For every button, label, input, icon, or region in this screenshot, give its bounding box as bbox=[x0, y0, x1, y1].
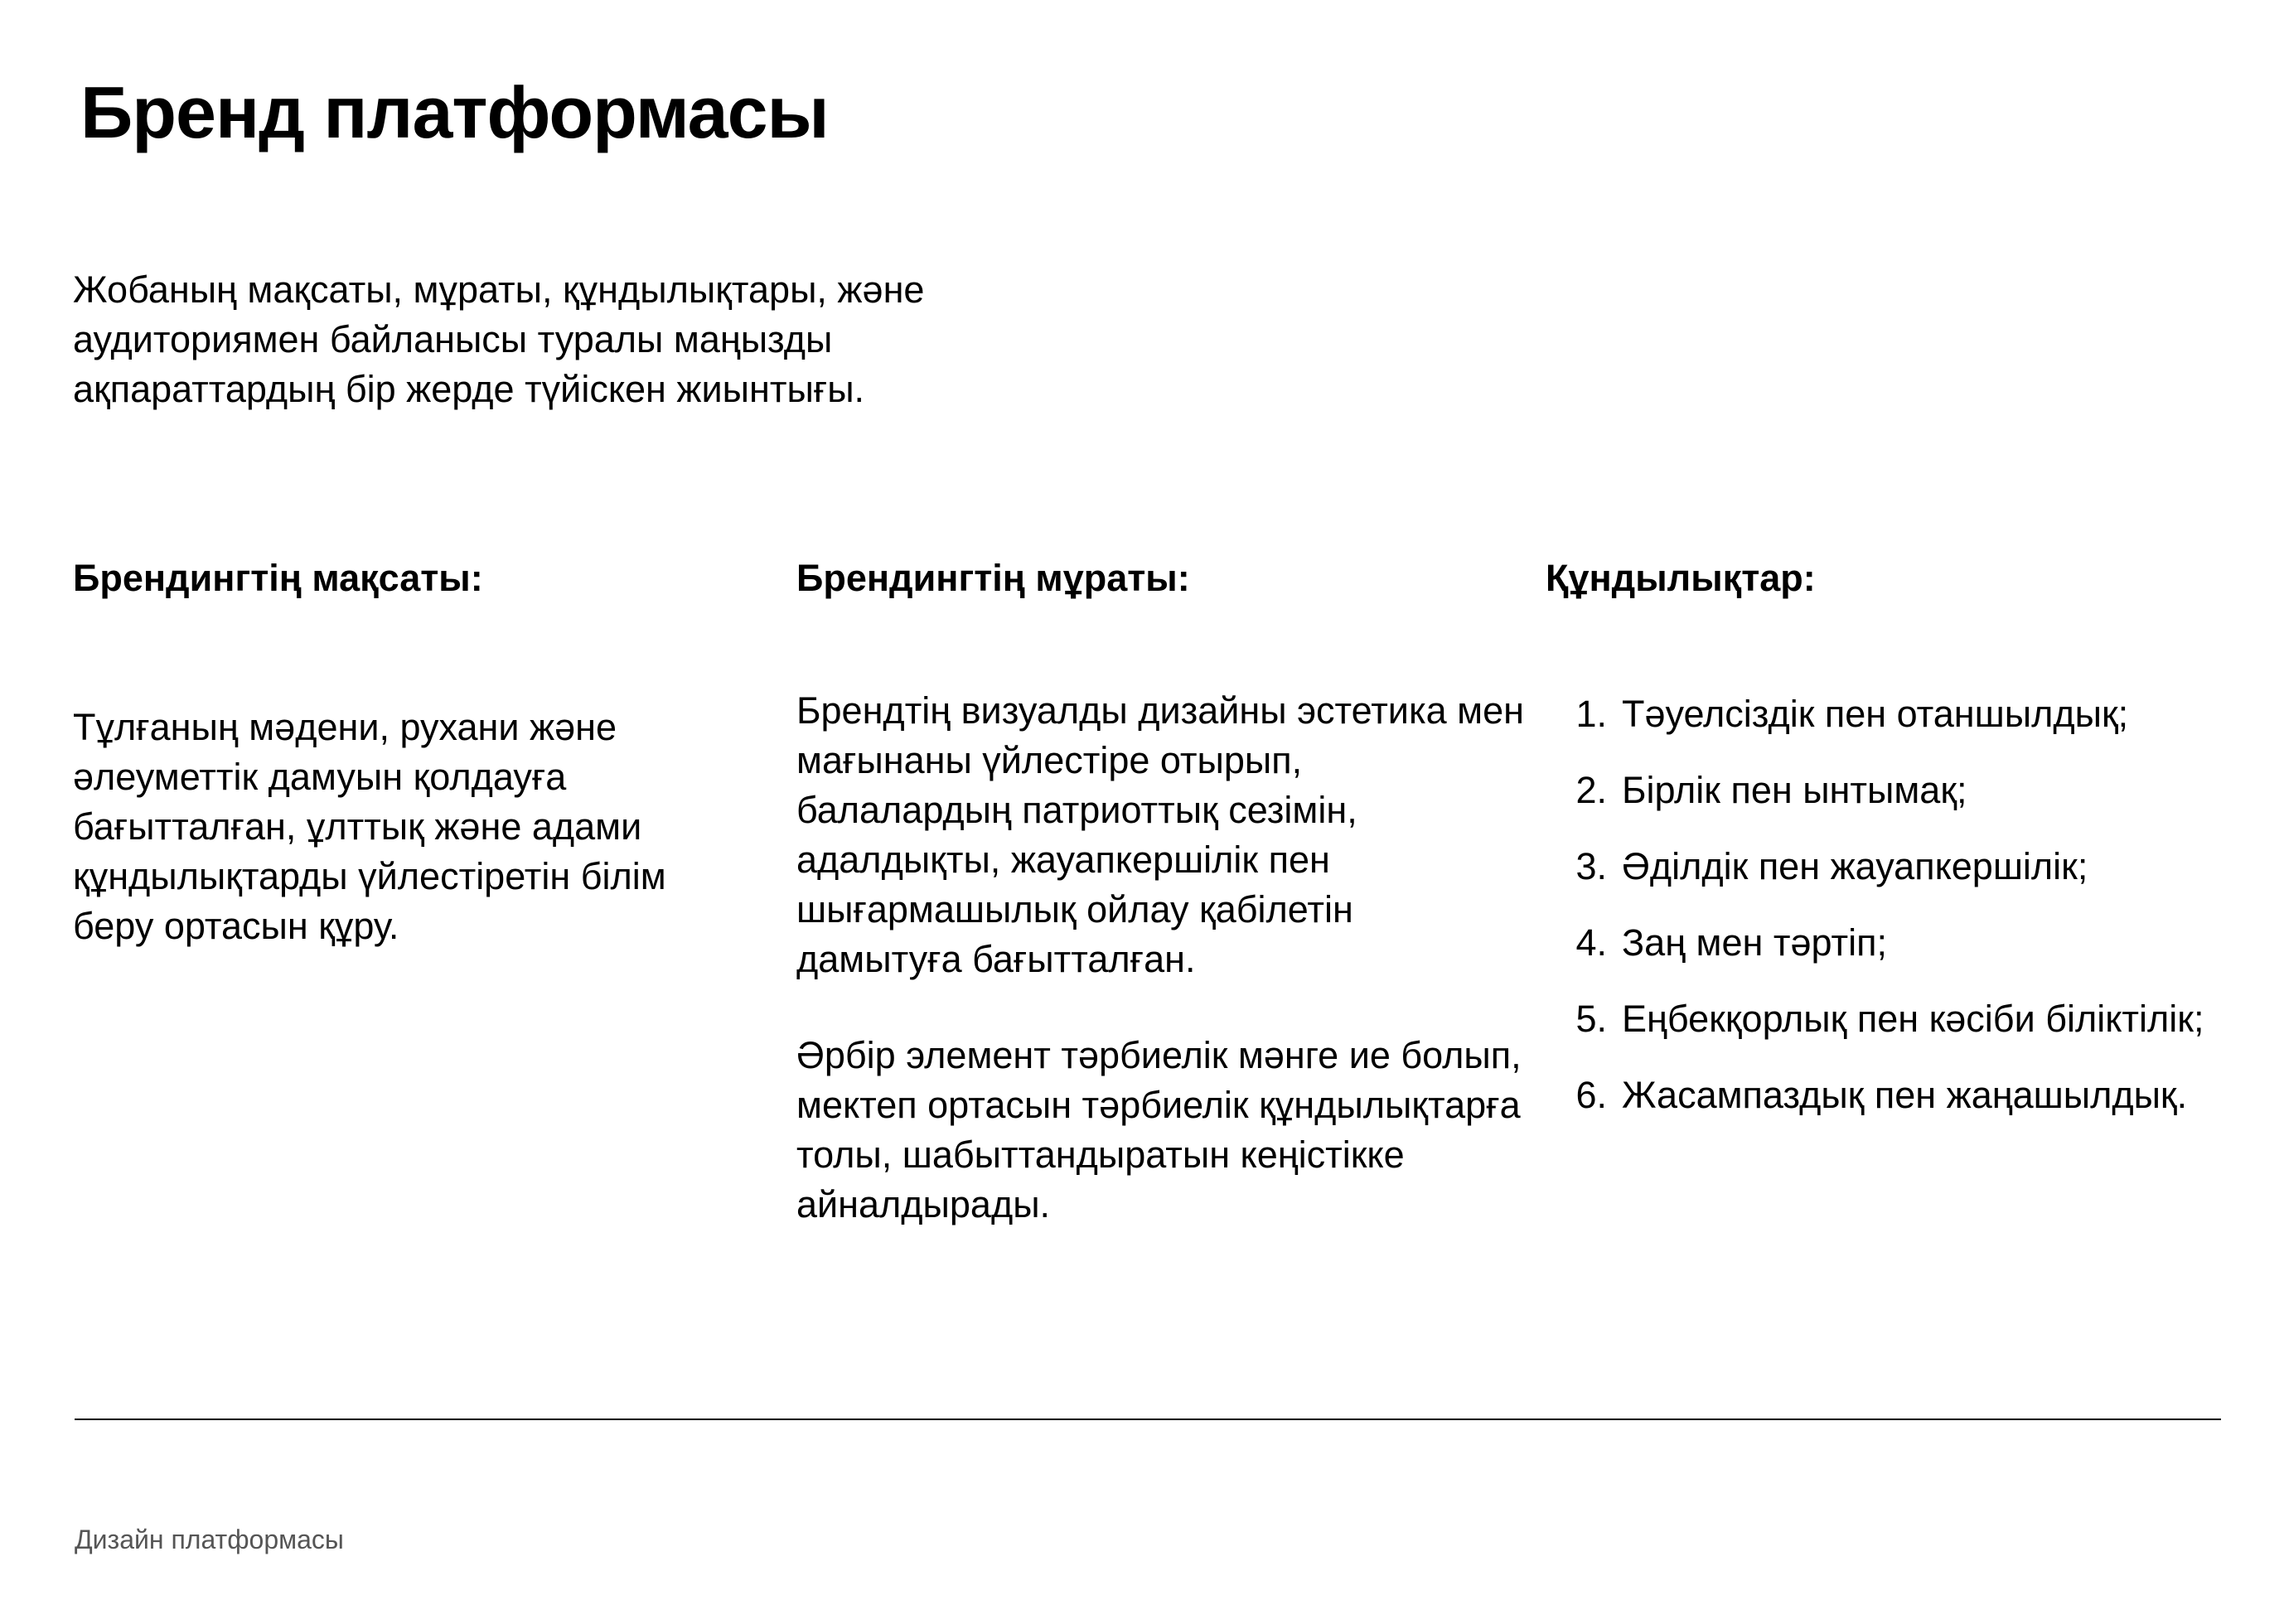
values-list bbox=[1546, 689, 2275, 1120]
list-number: 4. bbox=[1575, 921, 1607, 964]
goal-text: Тұлғаның мәдени, рухани және әлеуметтік дамуын қолдауға бағытталған, ұлттық және адами құндылықтарды үйлестіретін білім беру ортасын құру. bbox=[73, 706, 666, 947]
footer-label: Дизайн платформасы bbox=[75, 1525, 344, 1554]
values-list-item bbox=[1546, 918, 2275, 968]
list-number: 2. bbox=[1575, 769, 1607, 811]
list-item-text: Заң мен тәртіп; bbox=[1622, 921, 1888, 964]
page-title: Бренд платформасы bbox=[80, 71, 829, 153]
ideal-paragraph: Брендтің визуалды дизайны эстетика мен мағынаны үйлестіре отырып, балалардың патриоттық сезімін, адалдықты, жауапкершілік пен шығармашылық ойлау қабілетін дамытуға бағытталған. bbox=[796, 689, 1524, 980]
ideal-paragraph: Әрбір элемент тәрбиелік мәнге ие болып, мектеп ортасын тәрбиелік құндылықтарға толы, шабыттандыратын кеңістікке айналдырады. bbox=[796, 1034, 1522, 1225]
values-list-item bbox=[1546, 766, 2275, 815]
ideal-heading: Брендингтің мұраты: bbox=[796, 557, 1190, 599]
list-item-text: Бірлік пен ынтымақ; bbox=[1622, 769, 1967, 811]
goal-heading: Брендингтің мақсаты: bbox=[73, 557, 483, 599]
goal-section bbox=[73, 553, 752, 951]
list-number: 3. bbox=[1575, 845, 1607, 887]
list-item-text: Тәуелсіздік пен отаншылдық; bbox=[1622, 693, 2129, 735]
footer-divider bbox=[75, 1419, 2221, 1420]
values-heading: Құндылықтар: bbox=[1546, 557, 1816, 599]
list-number: 6. bbox=[1575, 1074, 1607, 1116]
values-list-item bbox=[1546, 994, 2275, 1044]
list-item-text: Еңбекқорлық пен кәсіби біліктілік; bbox=[1622, 998, 2204, 1040]
list-item-text: Жасампаздық пен жаңашылдық. bbox=[1622, 1074, 2188, 1116]
values-list-item bbox=[1546, 1071, 2275, 1120]
values-list-item bbox=[1546, 842, 2275, 892]
values-list-item bbox=[1546, 689, 2275, 739]
list-number: 1. bbox=[1575, 693, 1607, 735]
list-number: 5. bbox=[1575, 998, 1607, 1040]
ideal-section bbox=[796, 553, 1526, 1230]
intro-paragraph: Жобаның мақсаты, мұраты, құндылықтары, және аудиториямен байланысы туралы маңызды ақпараттардың бір жерде түйіскен жиынтығы. bbox=[73, 268, 925, 410]
values-section bbox=[1546, 553, 2275, 1147]
list-item-text: Әділдік пен жауапкершілік; bbox=[1622, 845, 2088, 887]
